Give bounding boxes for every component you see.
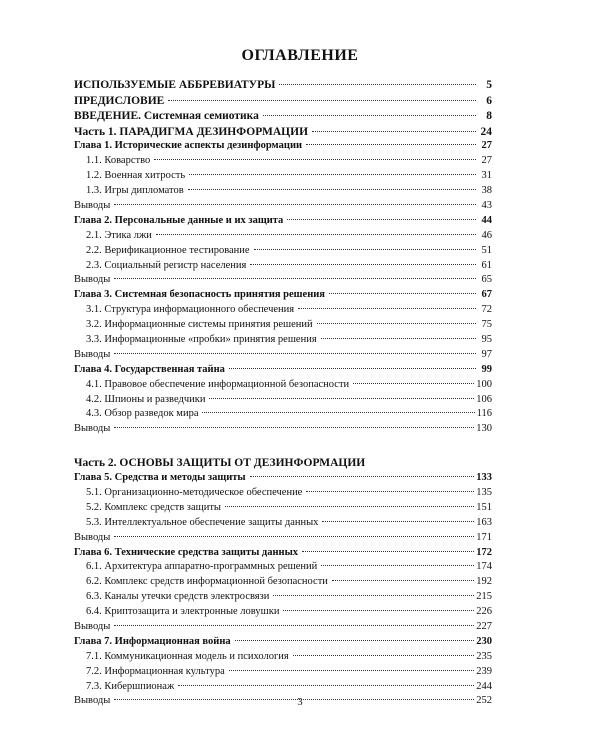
dot-leader <box>114 625 474 626</box>
dot-leader <box>322 521 474 522</box>
toc-entry[interactable] <box>74 273 492 288</box>
dot-leader <box>229 670 474 671</box>
toc-entry-title: ВВЕДЕНИЕ. Системная семиотика <box>74 110 259 122</box>
toc-entry[interactable] <box>74 531 492 546</box>
dot-leader <box>287 219 476 220</box>
page-title: ОГЛАВЛЕНИЕ <box>241 47 359 64</box>
toc-entry-page: 27 <box>481 140 492 152</box>
toc-entry[interactable] <box>74 516 492 531</box>
toc-entry-title: 1.3. Игры дипломатов <box>86 185 184 197</box>
toc-entry-title: 5.3. Интеллектуальное обеспечение защиты данных <box>86 516 319 528</box>
toc-entry-title: 4.2. Шпионы и разведчики <box>86 393 206 405</box>
toc-entry-page: 106 <box>476 393 492 405</box>
dot-leader <box>114 278 476 279</box>
toc-entry-title: Глава 5. Средства и методы защиты <box>74 472 246 484</box>
toc-entry[interactable] <box>74 288 492 303</box>
toc-entry[interactable] <box>74 109 492 125</box>
dot-leader <box>254 249 476 250</box>
toc-entry-page: 174 <box>476 561 492 573</box>
toc-entry-page: 46 <box>481 229 492 241</box>
toc-entry-page: 95 <box>481 333 492 345</box>
toc-entry-page: 215 <box>476 591 492 603</box>
toc-entry-title: Глава 3. Системная безопасность принятия решения <box>74 289 325 301</box>
dot-leader <box>225 506 474 507</box>
toc-entry[interactable] <box>74 680 492 695</box>
toc-entry[interactable] <box>74 303 492 318</box>
dot-leader <box>329 293 476 294</box>
toc-entry-page: 151 <box>476 501 492 513</box>
dot-leader <box>114 427 474 428</box>
dot-leader <box>283 610 474 611</box>
toc-entry-page: 135 <box>476 486 492 498</box>
dot-leader <box>302 551 474 552</box>
dot-leader <box>250 264 476 265</box>
dot-leader <box>250 476 475 477</box>
toc-entry-page: 43 <box>481 199 492 211</box>
toc-entry-page: 235 <box>476 650 492 662</box>
dot-leader <box>332 580 474 581</box>
toc-entry-title: 6.4. Криптозащита и электронные ловушки <box>86 606 280 618</box>
toc-entry-page: 65 <box>481 274 492 286</box>
toc-entry-page: 99 <box>481 363 492 375</box>
dot-leader <box>317 323 476 324</box>
toc-entry-page: 227 <box>476 621 492 632</box>
dot-leader <box>306 491 474 492</box>
toc-entry-page: 27 <box>481 155 492 167</box>
toc-entry[interactable] <box>74 546 492 561</box>
toc-entry-page: 116 <box>476 408 492 420</box>
dot-leader <box>154 159 476 160</box>
toc-entry[interactable] <box>74 407 492 422</box>
toc-entry[interactable] <box>74 229 492 244</box>
toc-entry-page: 252 <box>476 695 492 707</box>
toc-entry[interactable] <box>74 154 492 169</box>
toc-entry[interactable] <box>74 139 492 154</box>
toc-entry-page: 163 <box>476 516 492 528</box>
toc-entry-page: 171 <box>476 531 492 543</box>
toc-entry-title: Выводы <box>74 274 111 286</box>
toc-entry[interactable] <box>74 333 492 348</box>
dot-leader <box>114 353 476 354</box>
toc-entry-title: 6.2. Комплекс средств информационной безопасности <box>86 576 328 588</box>
dot-leader <box>235 640 475 641</box>
toc-entry-page: 239 <box>476 665 492 677</box>
toc-entry-title: Выводы <box>74 199 111 211</box>
toc-entry[interactable] <box>74 94 492 110</box>
toc-entry-page: 230 <box>476 635 492 647</box>
toc-entry[interactable] <box>74 78 492 94</box>
dot-leader <box>209 398 474 399</box>
toc-entry[interactable] <box>74 605 492 620</box>
toc-entry[interactable] <box>74 363 492 378</box>
toc-entry-page: 38 <box>481 185 492 197</box>
toc-entry[interactable] <box>74 214 492 229</box>
toc-entry-page: 172 <box>476 546 492 558</box>
toc-entry-title: 5.2. Комплекс средств защиты <box>86 501 221 513</box>
dot-leader <box>188 189 476 190</box>
toc-entry-page: 244 <box>476 680 492 692</box>
toc-entry-page: 75 <box>481 319 492 331</box>
toc-entry[interactable] <box>74 125 492 140</box>
toc-entry-page: 5 <box>486 79 492 91</box>
toc-entry-title: 6.3. Каналы утечки средств электросвязи <box>86 591 270 603</box>
toc-entry[interactable] <box>74 199 492 214</box>
toc-entry-page: 6 <box>486 94 492 107</box>
toc-entry-title: 5.1. Организационно-методическое обеспечение <box>86 486 303 498</box>
dot-leader <box>321 338 476 339</box>
toc-entry-title: 2.2. Верификационное тестирование <box>86 244 250 256</box>
dot-leader <box>189 174 476 175</box>
toc-entry[interactable] <box>74 169 492 184</box>
toc-entry-page: 192 <box>476 576 492 588</box>
dot-leader <box>312 131 476 132</box>
toc-entry-title: Глава 4. Государственная тайна <box>74 363 225 375</box>
toc-entry-title: Выводы <box>74 348 111 360</box>
toc-entry-title: 4.3. Обзор разведок мира <box>86 408 199 420</box>
toc-entry-title: Часть 1. ПАРАДИГМА ДЕЗИНФОРМАЦИИ <box>74 125 309 138</box>
toc-entry-title: 4.1. Правовое обеспечение информационной безопасности <box>86 378 350 390</box>
toc-entry-title: Выводы <box>74 621 111 632</box>
toc-entry-title: 7.1. Коммуникационная модель и психология <box>86 650 289 662</box>
toc-entry-page: 31 <box>481 170 492 182</box>
toc-entry-title: Глава 1. Исторические аспекты дезинформации <box>74 140 303 152</box>
toc-entry-title: Часть 2. ОСНОВЫ ЗАЩИТЫ ОТ ДЕЗИНФОРМАЦИИ <box>74 457 366 470</box>
toc-entry[interactable] <box>74 348 492 363</box>
dot-leader <box>202 412 474 413</box>
toc-entry[interactable] <box>74 575 492 590</box>
toc-entry[interactable] <box>74 590 492 605</box>
toc-entry-title: 6.1. Архитектура аппаратно-программных решений <box>86 561 318 573</box>
dot-leader <box>353 383 474 384</box>
dot-leader <box>156 234 476 235</box>
toc-entry[interactable] <box>74 650 492 665</box>
toc-entry-page: 226 <box>476 606 492 618</box>
toc-entry-title: 3.3. Информационные «пробки» принятия решения <box>86 333 317 345</box>
toc-entry[interactable] <box>74 501 492 516</box>
dot-leader <box>229 368 476 369</box>
dot-leader <box>273 595 474 596</box>
dot-leader <box>279 84 476 85</box>
toc-entry[interactable] <box>74 665 492 680</box>
toc-entry-title: Глава 7. Информационная война <box>74 635 231 647</box>
toc-entry-title: ИСПОЛЬЗУЕМЫЕ АББРЕВИАТУРЫ <box>74 79 276 91</box>
toc-entry[interactable] <box>74 378 492 393</box>
toc-entry[interactable] <box>74 486 492 501</box>
dot-leader <box>168 100 476 101</box>
dot-leader <box>178 685 474 686</box>
toc-entry[interactable] <box>74 471 492 486</box>
toc-entry-page: 130 <box>476 423 492 435</box>
toc-entry-page: 51 <box>481 244 492 256</box>
toc-entry[interactable] <box>74 456 492 471</box>
toc-entry-page: 24 <box>480 125 492 138</box>
toc-entry-title: ПРЕДИСЛОВИЕ <box>74 94 165 107</box>
toc-entry-title: 7.3. Кибершпионаж <box>86 680 175 692</box>
toc-entry-page: 61 <box>481 259 492 271</box>
toc-entry[interactable] <box>74 318 492 333</box>
toc-entry-title: Выводы <box>74 695 111 707</box>
toc-entry-title: 1.1. Коварство <box>86 155 151 167</box>
toc-entry-title: 2.3. Социальный регистр населения <box>86 259 247 271</box>
toc-entry[interactable] <box>74 259 492 274</box>
toc-entry-page: 67 <box>481 289 492 301</box>
toc-entry-title: 7.2. Информационная культура <box>86 665 225 677</box>
toc-entry-title: 3.2. Информационные системы принятия решений <box>86 319 313 331</box>
toc-entry-page: 100 <box>476 378 492 390</box>
toc-entry[interactable] <box>74 635 492 650</box>
toc-entry-page: 97 <box>481 348 492 360</box>
toc-entry[interactable] <box>74 393 492 408</box>
toc-entry[interactable] <box>74 620 492 635</box>
toc-entry-title: 1.2. Военная хитрость <box>86 170 186 182</box>
toc-entry-title: Глава 2. Персональные данные и их защита <box>74 214 284 226</box>
toc-entry[interactable] <box>74 244 492 259</box>
toc-entry-title: 3.1. Структура информационного обеспечения <box>86 304 295 316</box>
dot-leader <box>114 536 474 537</box>
toc-entry[interactable] <box>74 184 492 199</box>
dot-leader <box>298 308 476 309</box>
table-of-contents <box>74 78 492 709</box>
dot-leader <box>306 144 476 145</box>
toc-entry-page: 72 <box>481 304 492 316</box>
toc-entry-title: Выводы <box>74 423 111 435</box>
dot-leader <box>263 115 476 116</box>
toc-entry-title: 2.1. Этика лжи <box>86 229 152 241</box>
toc-entry-page: 8 <box>486 110 492 122</box>
page-number: 3 <box>297 697 303 708</box>
dot-leader <box>114 204 476 205</box>
toc-entry-page: 133 <box>476 472 492 484</box>
toc-entry-title: Глава 6. Технические средства защиты данных <box>74 546 299 558</box>
toc-entry[interactable] <box>74 560 492 575</box>
dot-leader <box>321 565 474 566</box>
toc-entry[interactable] <box>74 422 492 437</box>
toc-entry-title: Выводы <box>74 531 111 543</box>
dot-leader <box>293 655 475 656</box>
toc-entry-page: 44 <box>481 214 492 226</box>
